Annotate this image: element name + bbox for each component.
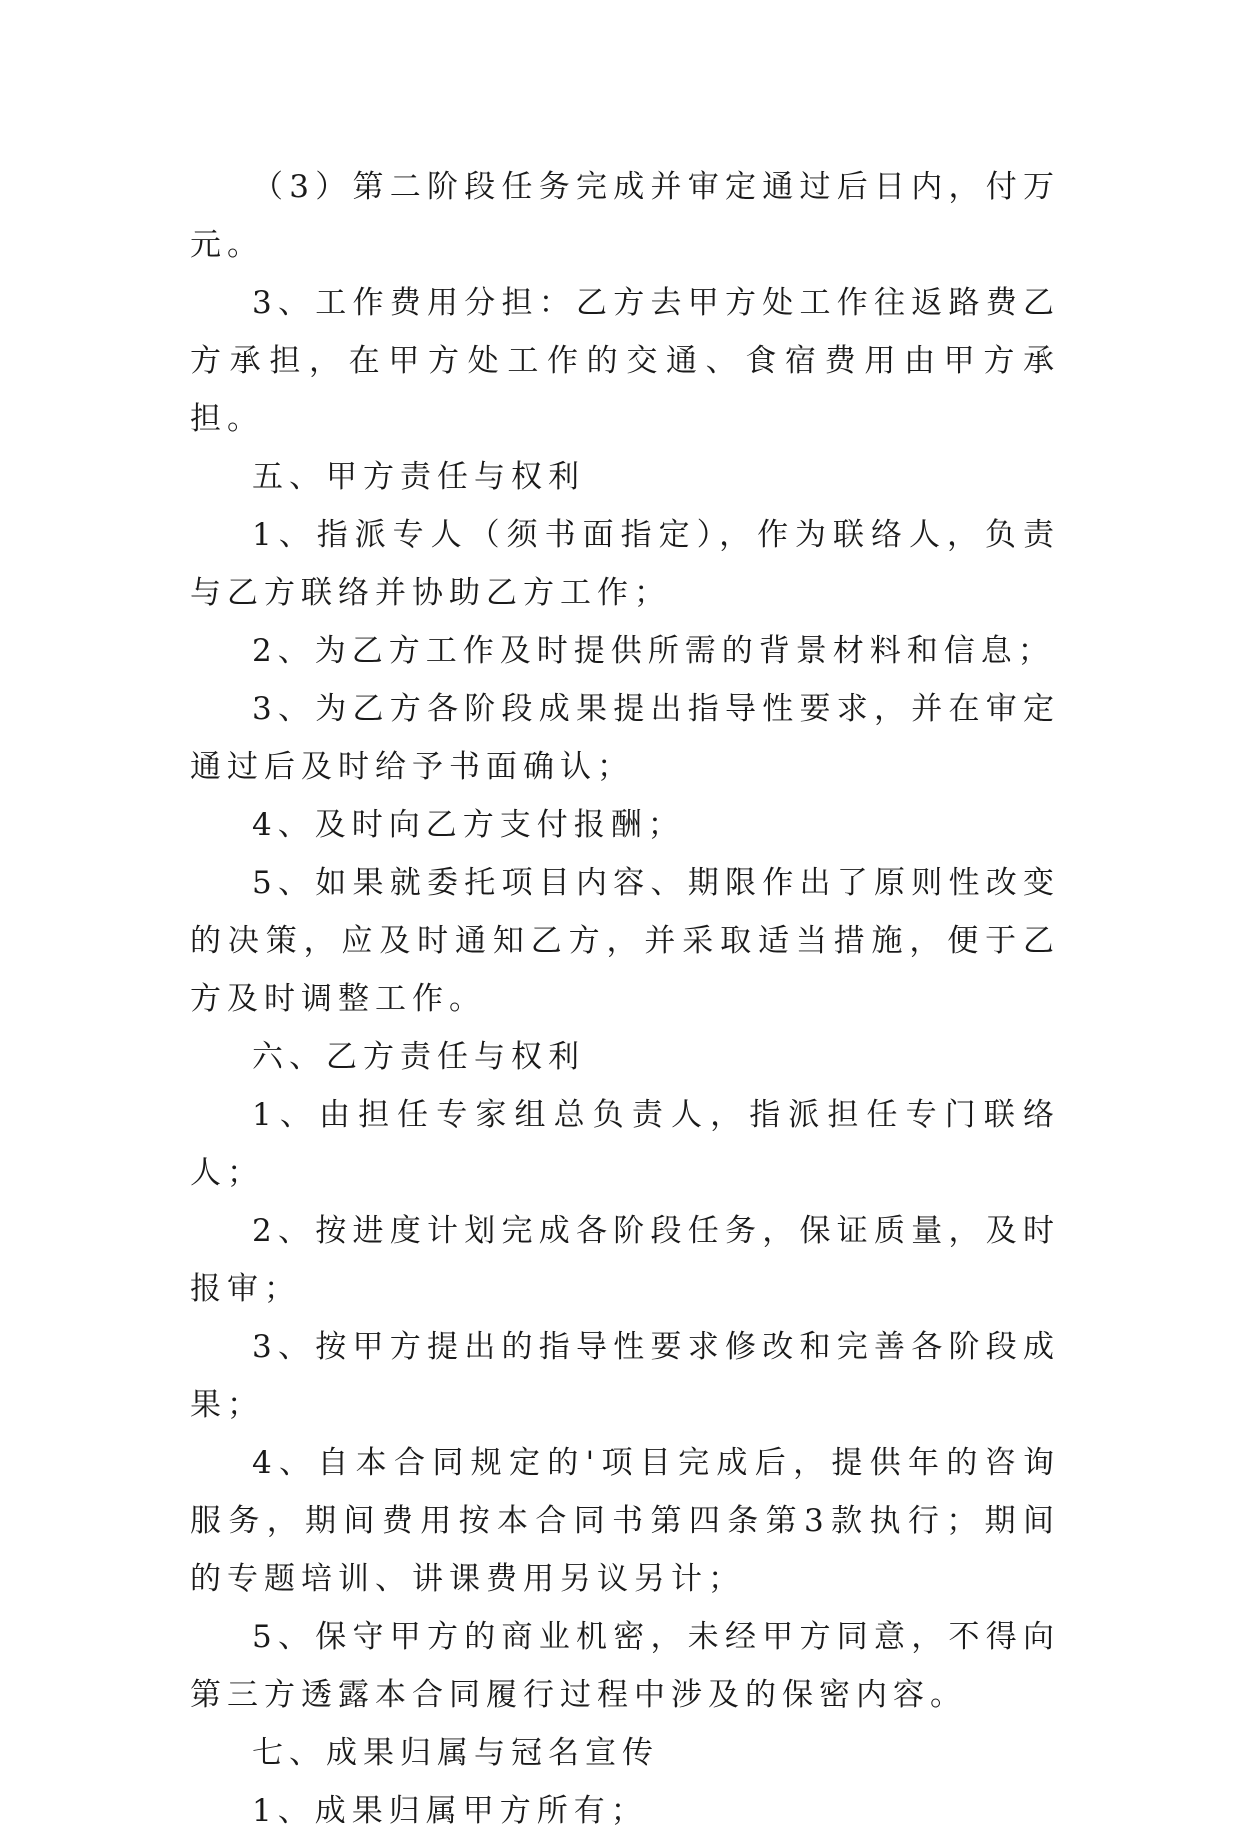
document-body	[190, 158, 1060, 1840]
party-b-duty-5: 5、保守甲方的商业机密，未经甲方同意，不得向第三方透露本合同履行过程中涉及的保密内容。	[190, 1619, 1060, 1713]
ownership-clause-1: 1、成果归属甲方所有；	[252, 1793, 648, 1829]
party-b-duty-4: 4、自本合同规定的'项目完成后，提供年的咨询服务，期间费用按本合同书第四条第3款执行；期间的专题培训、讲课费用另议另计；	[190, 1445, 1060, 1597]
party-b-duty-2: 2、按进度计划完成各阶段任务，保证质量，及时报审；	[190, 1213, 1060, 1307]
party-b-duty-1: 1、由担任专家组总负责人，指派担任专门联络人；	[190, 1097, 1060, 1191]
payment-stage-3-paragraph: （3）第二阶段任务完成并审定通过后日内，付万元。	[190, 169, 1060, 263]
cost-sharing-paragraph: 3、工作费用分担：乙方去甲方处工作往返路费乙方承担，在甲方处工作的交通、食宿费用由甲方承担。	[190, 285, 1060, 437]
party-a-duty-1: 1、指派专人（须书面指定），作为联络人，负责与乙方联络并协助乙方工作；	[190, 517, 1060, 611]
party-a-duty-3: 3、为乙方各阶段成果提出指导性要求，并在审定通过后及时给予书面确认；	[190, 691, 1060, 785]
section-6-heading: 六、乙方责任与权利	[252, 1039, 585, 1075]
party-a-duty-2: 2、为乙方工作及时提供所需的背景材料和信息；	[252, 633, 1055, 669]
party-a-duty-5: 5、如果就委托项目内容、期限作出了原则性改变的决策，应及时通知乙方，并采取适当措施，便于乙方及时调整工作。	[190, 865, 1060, 1017]
section-5-heading: 五、甲方责任与权利	[252, 459, 585, 495]
section-7-heading: 七、成果归属与冠名宣传	[252, 1735, 659, 1771]
party-b-duty-3: 3、按甲方提出的指导性要求修改和完善各阶段成果；	[190, 1329, 1060, 1423]
party-a-duty-4: 4、及时向乙方支付报酬；	[252, 807, 685, 843]
